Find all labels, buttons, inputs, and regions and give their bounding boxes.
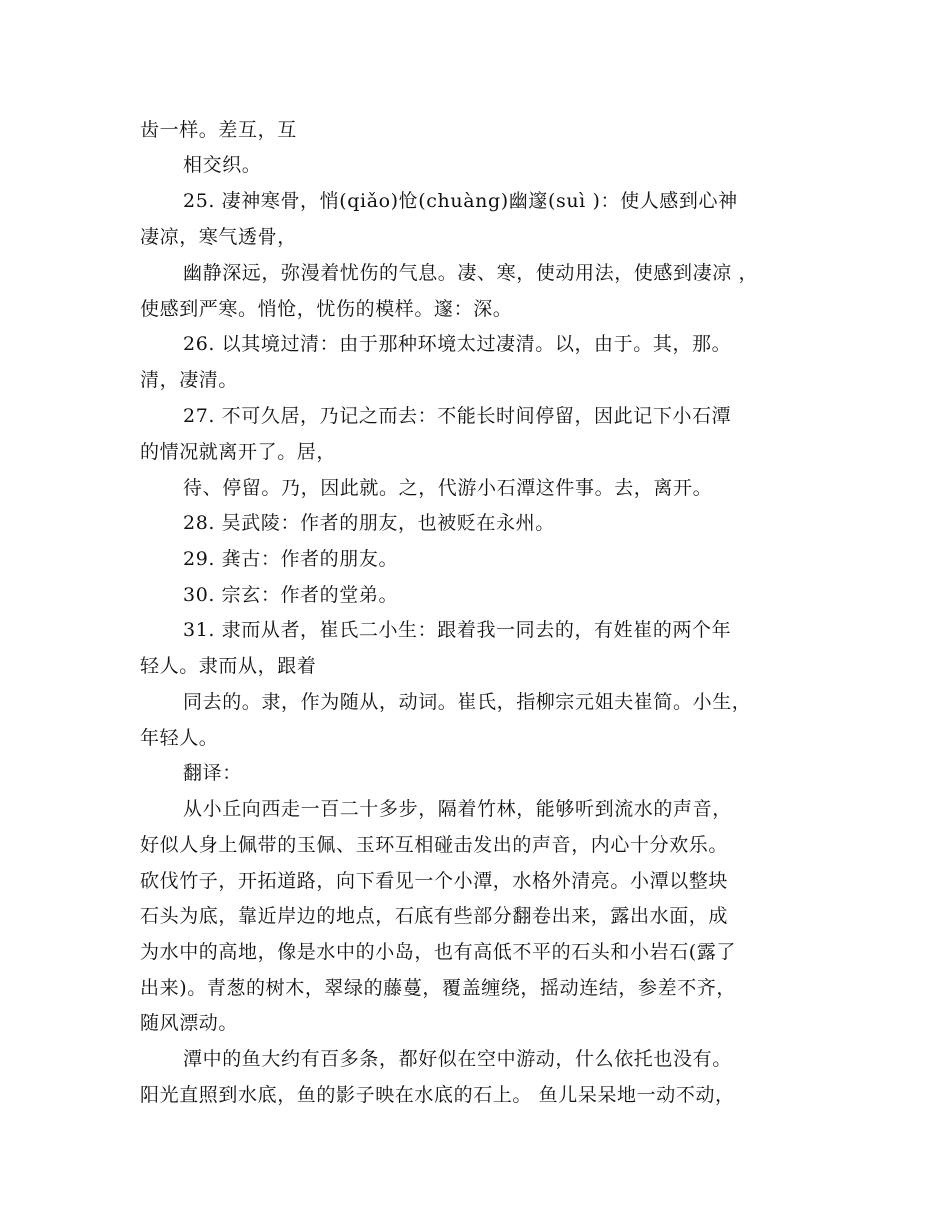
text-line: 年轻人。 xyxy=(140,727,219,749)
text-line: 阳光直照到水底，鱼的影子映在水底的石上。 鱼儿呆呆地一动不动， xyxy=(140,1084,735,1106)
text-line: 29. 龚古：作者的朋友。 xyxy=(183,548,399,570)
text-line: 的情况就离开了。居， xyxy=(140,441,337,463)
text-line: 好似人身上佩带的玉佩、玉环互相碰击发出的声音，内心十分欢乐。 xyxy=(140,834,729,856)
text-line: 清，凄清。 xyxy=(140,369,239,391)
text-line: 潭中的鱼大约有百多条，都好似在空中游动，什么依托也没有。 xyxy=(183,1048,732,1070)
text-line: 凄凉，寒气透骨， xyxy=(140,226,297,248)
section-heading: 翻译： xyxy=(183,762,242,784)
text-line: 幽静深远，弥漫着忧伤的气息。凄、寒，使动用法，使感到凄凉 ， xyxy=(183,262,759,284)
text-line: 27. 不可久居，乃记之而去：不能长时间停留，因此记下小石潭 xyxy=(183,405,732,427)
text-line: 同去的。隶，作为随从，动词。崔氏，指柳宗元姐夫崔简。小生， xyxy=(183,691,752,713)
text-line: 随风漂动。 xyxy=(140,1012,239,1034)
text-line: 30. 宗玄：作者的堂弟。 xyxy=(183,584,399,606)
text-line: 轻人。隶而从，跟着 xyxy=(140,655,317,677)
text-line: 28. 吴武陵：作者的朋友，也被贬在永州。 xyxy=(183,512,555,534)
text-line: 26. 以其境过清：由于那种环境太过凄清。以，由于。其，那。 xyxy=(183,333,732,355)
text-line: 出来)。青葱的树木，翠绿的藤蔓，覆盖缠绕，摇动连结，参差不齐， xyxy=(140,977,737,999)
text-line: 25. 凄神寒骨，悄(qiǎo)怆(chuàng)幽邃(suì )：使人感到心神 xyxy=(183,190,738,212)
text-line: 为水中的高地，像是水中的小岛，也有高低不平的石头和小岩石(露了 xyxy=(140,941,737,963)
text-line: 使感到严寒。悄怆，忧伤的模样。邃：深。 xyxy=(140,298,513,320)
text-line: 待、停留。乃，因此就。之，代游小石潭这件事。去，离开。 xyxy=(183,477,713,499)
text-line: 石头为底，靠近岸边的地点，石底有些部分翻卷出来，露出水面，成 xyxy=(140,905,729,927)
text-line: 相交织。 xyxy=(183,154,262,176)
text-line: 31. 隶而从者，崔氏二小生：跟着我一同去的，有姓崔的两个年 xyxy=(183,619,732,641)
text-line: 从小丘向西走一百二十多步，隔着竹林，能够听到流水的声音， xyxy=(183,798,732,820)
text-line: 齿一样。差互，互 xyxy=(140,119,297,141)
text-line: 砍伐竹子，开拓道路，向下看见一个小潭，水格外清亮。小潭以整块 xyxy=(140,870,729,892)
